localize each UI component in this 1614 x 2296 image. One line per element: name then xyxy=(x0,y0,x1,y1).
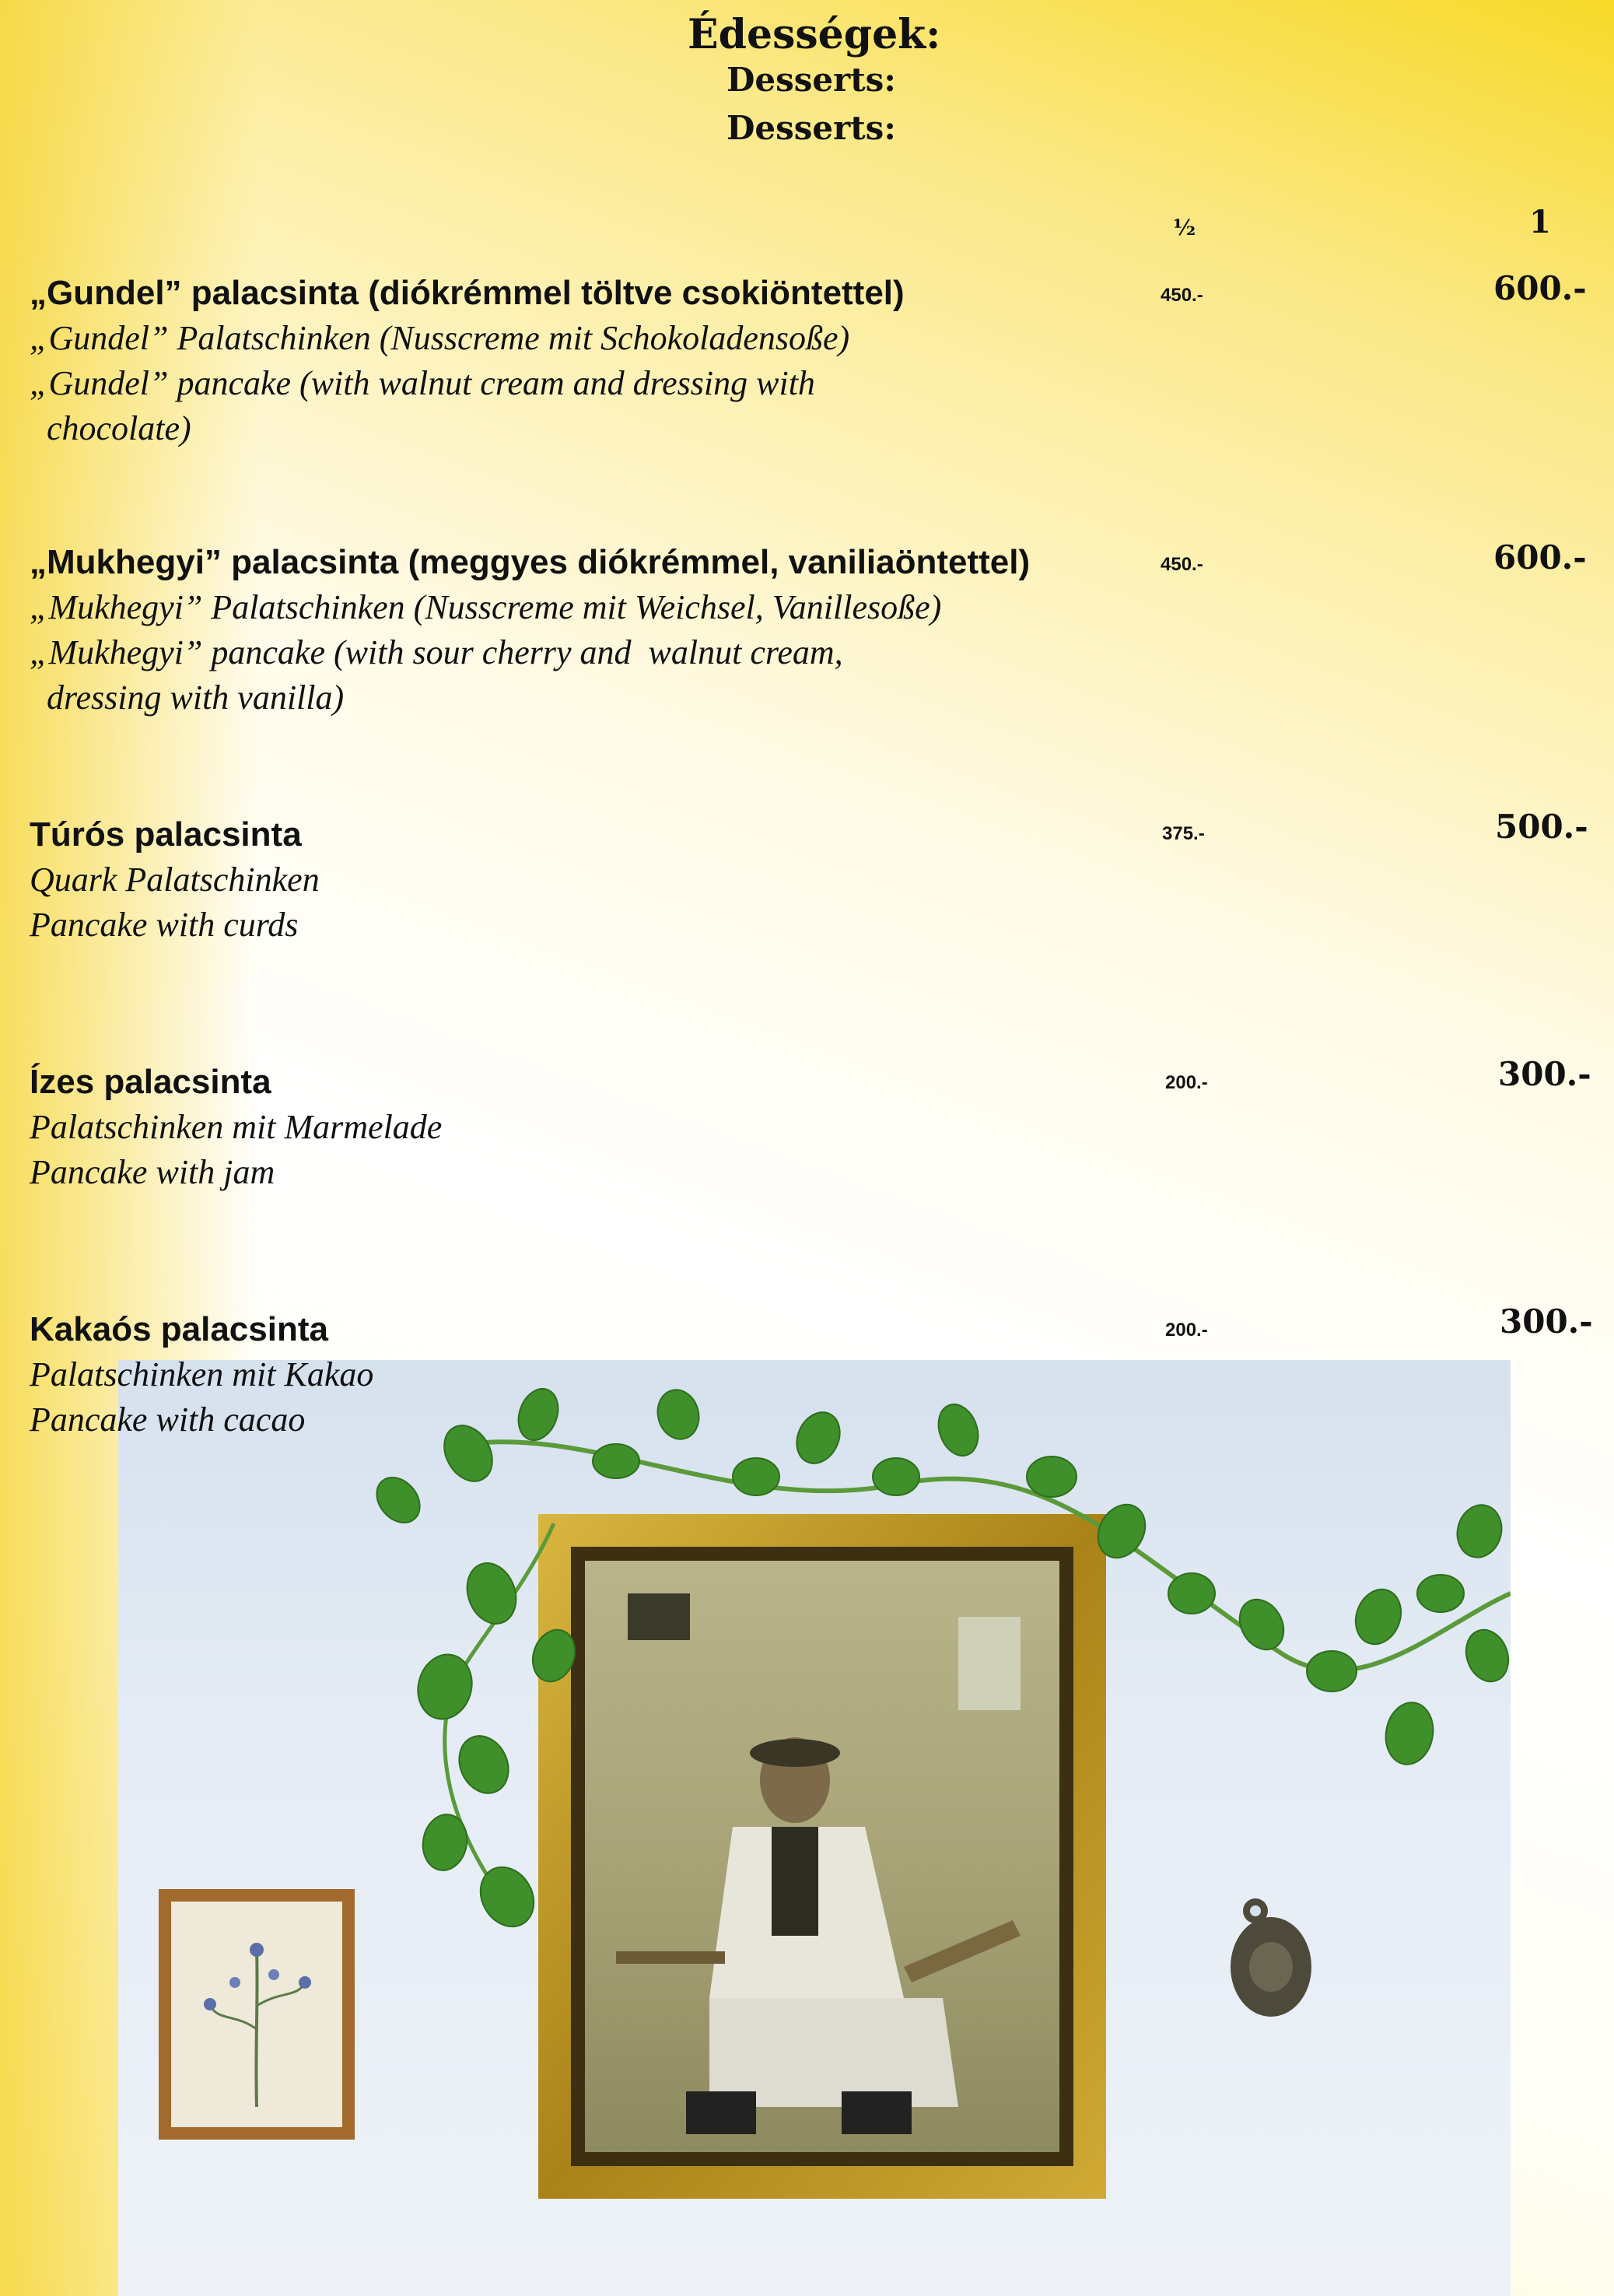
item-desc-english: Pancake with curds xyxy=(30,906,299,944)
title-german: Desserts: xyxy=(726,61,896,99)
wall-ornament xyxy=(1231,1898,1311,2017)
item-desc-english: Pancake with cacao xyxy=(30,1400,306,1439)
column-header-half: ½ xyxy=(1173,215,1196,240)
price-full: 600.- xyxy=(1493,269,1587,307)
price-half: 200.- xyxy=(1165,1072,1208,1093)
menu-item-mukhegyi xyxy=(30,540,1030,720)
item-name: Kakaós palacsinta xyxy=(30,1310,328,1348)
photo-illustration xyxy=(118,1360,1511,2296)
item-desc-german: „Mukhegyi” Palatschinken (Nusscreme mit Weichsel, Vanillesoße) xyxy=(30,588,942,626)
title-hungarian: Édességek: xyxy=(688,11,941,58)
framed-flower-picture xyxy=(159,1889,355,2140)
price-half: 375.- xyxy=(1162,823,1205,844)
menu-item-gundel xyxy=(30,271,905,451)
framed-painting xyxy=(538,1514,1106,2199)
item-desc-german: „Gundel” Palatschinken (Nusscreme mit Schokoladensoße) xyxy=(30,319,850,357)
price-full: 300.- xyxy=(1500,1302,1593,1341)
item-desc-german: Palatschinken mit Marmelade xyxy=(30,1108,443,1146)
menu-item-turos xyxy=(30,812,320,948)
item-desc-english: „Mukhegyi” pancake (with sour cherry and walnut cream, dressing with vanilla) xyxy=(30,633,843,717)
price-full: 500.- xyxy=(1495,808,1588,846)
menu-item-kakaos xyxy=(30,1307,373,1442)
item-name: „Mukhegyi” palacsinta (meggyes diókrémmel, vaniliaöntettel) xyxy=(30,543,1031,581)
item-name: Ízes palacsinta xyxy=(30,1063,271,1101)
item-desc-german: Quark Palatschinken xyxy=(30,861,320,899)
price-half: 450.- xyxy=(1161,554,1203,575)
price-half: 200.- xyxy=(1165,1320,1208,1341)
item-desc-english: Pancake with jam xyxy=(30,1153,275,1191)
price-half: 450.- xyxy=(1161,285,1203,306)
column-header-full: 1 xyxy=(1529,204,1551,240)
item-desc-german: Palatschinken mit Kakao xyxy=(30,1355,374,1393)
menu-item-izes xyxy=(30,1060,442,1195)
price-full: 600.- xyxy=(1493,538,1587,577)
item-name: „Gundel” palacsinta (diókrémmel töltve csokiöntettel) xyxy=(30,274,905,312)
decorative-photo xyxy=(118,1360,1511,2296)
title-english: Desserts: xyxy=(726,109,896,147)
item-desc-english: „Gundel” pancake (with walnut cream and dressing with chocolate) xyxy=(30,364,815,447)
price-full: 300.- xyxy=(1498,1055,1591,1093)
item-name: Túrós palacsinta xyxy=(30,815,302,854)
